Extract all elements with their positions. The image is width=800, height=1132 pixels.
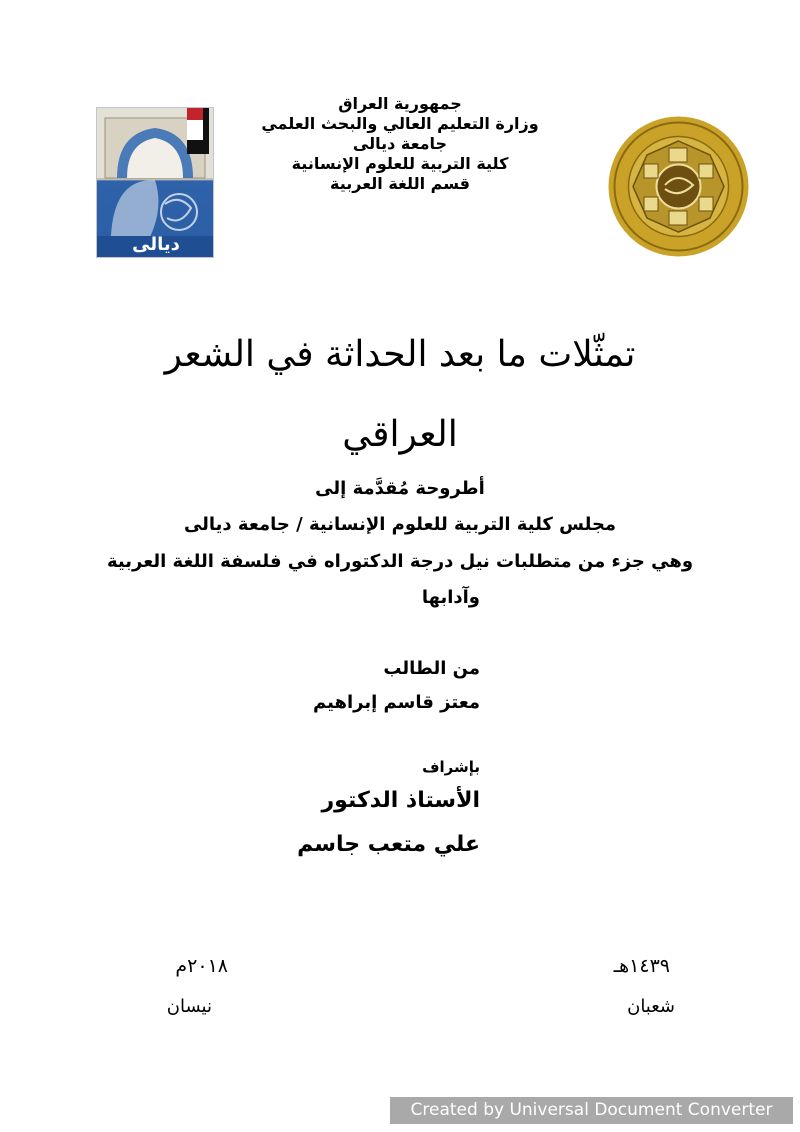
student-label: من الطالب [383, 658, 480, 679]
subtitle-requirements-cont: وآدابها [421, 587, 480, 608]
supervisor-label: بإشراف [422, 758, 480, 776]
subtitle-presented-to: أطروحة مُقدَّمة إلى [315, 478, 485, 499]
gregorian-year: ٢٠١٨م [175, 955, 228, 977]
diyala-university-logo-icon [96, 107, 214, 258]
header-line-college: كلية التربية للعلوم الإنسانية [291, 154, 509, 173]
header-line-republic: جمهورية العراق [338, 94, 462, 113]
supervisor-title: الأستاذ الدكتور [321, 788, 480, 813]
supervisor-name: علي متعب جاسم [297, 832, 480, 857]
gregorian-month: نيسان [166, 996, 212, 1017]
left-logo-label: ديالى [132, 234, 180, 255]
institution-header [240, 94, 560, 194]
header-line-department: قسم اللغة العربية [330, 174, 470, 193]
header-line-university: جامعة ديالى [352, 134, 448, 153]
subtitle-council: مجلس كلية التربية للعلوم الإنسانية / جامعة ديالى [183, 514, 617, 535]
converter-watermark: Created by Universal Document Converter [390, 1097, 793, 1124]
subtitle-requirements: وهي جزء من متطلبات نيل درجة الدكتوراه في فلسفة اللغة العربية [106, 551, 694, 572]
student-name: معتز قاسم إبراهيم [313, 692, 480, 713]
hijri-year: ١٤٣٩هـ [613, 955, 670, 977]
thesis-title-line-2: العراقي [342, 414, 458, 455]
college-emblem-icon [607, 115, 750, 258]
thesis-title-line-1: تمثّلات ما بعد الحداثة في الشعر [164, 334, 636, 375]
header-line-ministry: وزارة التعليم العالي والبحث العلمي [261, 114, 539, 133]
hijri-month: شعبان [627, 996, 675, 1017]
